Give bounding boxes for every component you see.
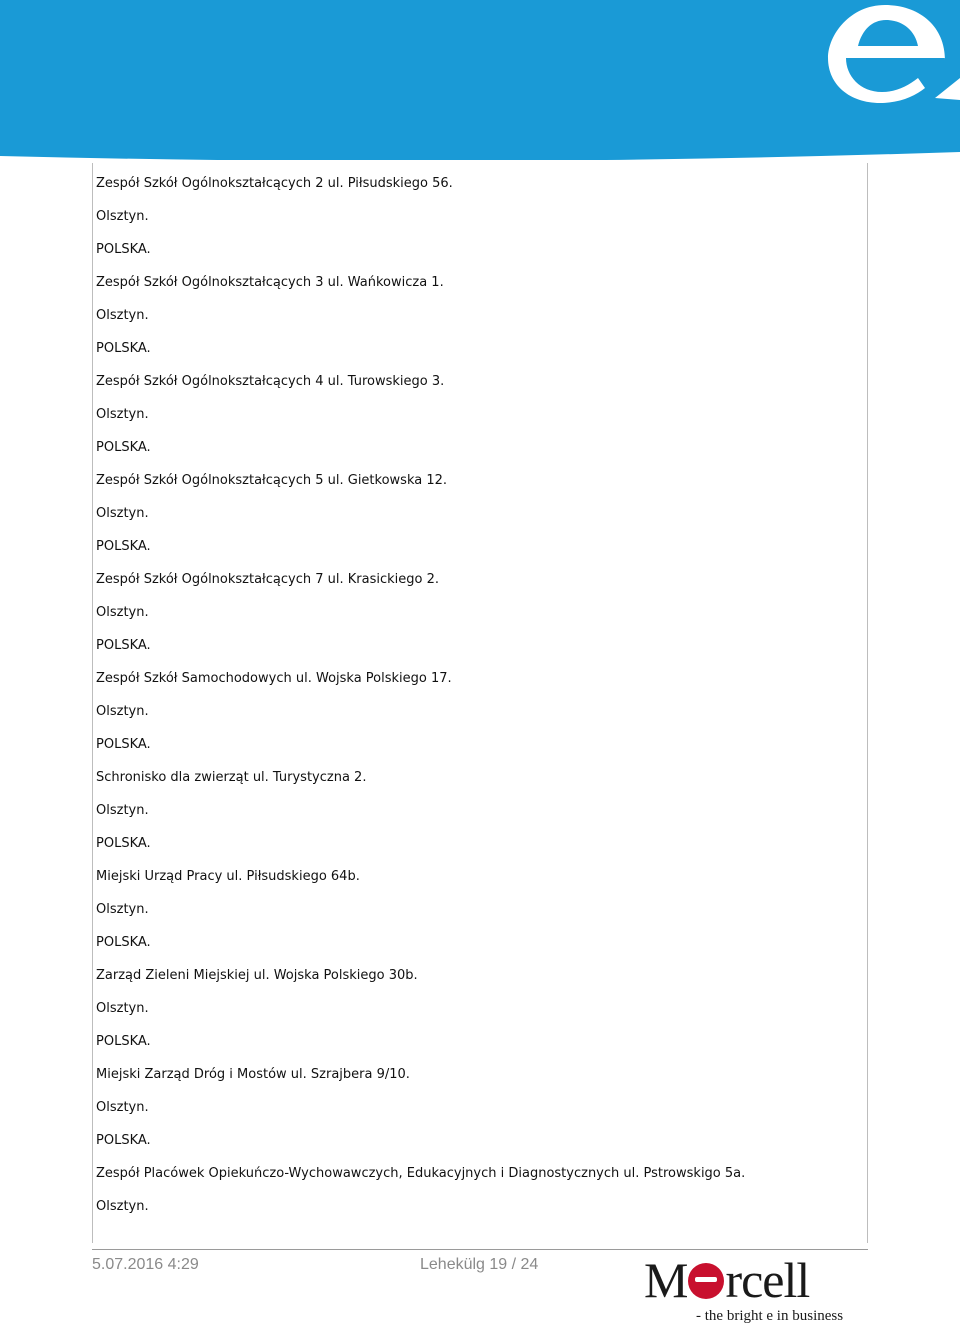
address-line: Olsztyn. bbox=[96, 506, 149, 521]
logo-word-start: M bbox=[644, 1252, 688, 1308]
header-banner-graphic bbox=[0, 0, 960, 160]
address-line: Zespół Szkół Ogólnokształcących 3 ul. Wańkowicza 1. bbox=[96, 275, 444, 290]
address-line: Olsztyn. bbox=[96, 902, 149, 917]
address-line: Miejski Urząd Pracy ul. Piłsudskiego 64b. bbox=[96, 869, 360, 884]
address-line: Olsztyn. bbox=[96, 308, 149, 323]
address-line: POLSKA. bbox=[96, 1133, 151, 1148]
address-line: Zespół Placówek Opiekuńczo-Wychowawczych, Edukacyjnych i Diagnostycznych ul. Pstrowskigo 5a. bbox=[96, 1166, 746, 1181]
address-line: Olsztyn. bbox=[96, 1100, 149, 1115]
address-line: Zarząd Zieleni Miejskiej ul. Wojska Polskiego 30b. bbox=[96, 968, 418, 983]
address-line: POLSKA. bbox=[96, 242, 151, 257]
address-line: Schronisko dla zwierząt ul. Turystyczna 2. bbox=[96, 770, 367, 785]
address-line: POLSKA. bbox=[96, 440, 151, 455]
address-line: POLSKA. bbox=[96, 737, 151, 752]
logo-wordmark bbox=[644, 1252, 809, 1308]
address-line: Olsztyn. bbox=[96, 209, 149, 224]
address-line: POLSKA. bbox=[96, 638, 151, 653]
logo-tagline: - the bright e in business bbox=[696, 1308, 844, 1324]
logo-word-end: rcell bbox=[725, 1252, 810, 1308]
footer-divider bbox=[92, 1249, 868, 1250]
address-line: Olsztyn. bbox=[96, 704, 149, 719]
address-line: Zespół Szkół Samochodowych ul. Wojska Polskiego 17. bbox=[96, 671, 452, 686]
address-line: Zespół Szkół Ogólnokształcących 5 ul. Gietkowska 12. bbox=[96, 473, 448, 488]
footer-page-number: Lehekülg 19 / 24 bbox=[420, 1256, 539, 1273]
footer-date: 5.07.2016 4:29 bbox=[92, 1256, 199, 1273]
address-line: POLSKA. bbox=[96, 1034, 151, 1049]
address-list bbox=[96, 173, 856, 1229]
address-line: POLSKA. bbox=[96, 539, 151, 554]
address-line: Olsztyn. bbox=[96, 1001, 149, 1016]
address-line: POLSKA. bbox=[96, 341, 151, 356]
address-line: POLSKA. bbox=[96, 836, 151, 851]
address-line: Olsztyn. bbox=[96, 605, 149, 620]
address-line: Miejski Zarząd Dróg i Mostów ul. Szrajbera 9/10. bbox=[96, 1067, 410, 1082]
address-line: Zespół Szkół Ogólnokształcących 7 ul. Krasickiego 2. bbox=[96, 572, 439, 587]
marcell-logo bbox=[644, 1252, 868, 1328]
address-line: Zespół Szkół Ogólnokształcących 4 ul. Turowskiego 3. bbox=[96, 374, 445, 389]
address-line: Olsztyn. bbox=[96, 1199, 149, 1214]
header-blue-band bbox=[0, 0, 960, 160]
address-line: POLSKA. bbox=[96, 935, 151, 950]
address-line: Zespół Szkół Ogólnokształcących 2 ul. Piłsudskiego 56. bbox=[96, 176, 453, 191]
address-line: Olsztyn. bbox=[96, 803, 149, 818]
address-line: Olsztyn. bbox=[96, 407, 149, 422]
logo-e-icon bbox=[688, 1263, 724, 1299]
header-banner bbox=[0, 0, 960, 160]
